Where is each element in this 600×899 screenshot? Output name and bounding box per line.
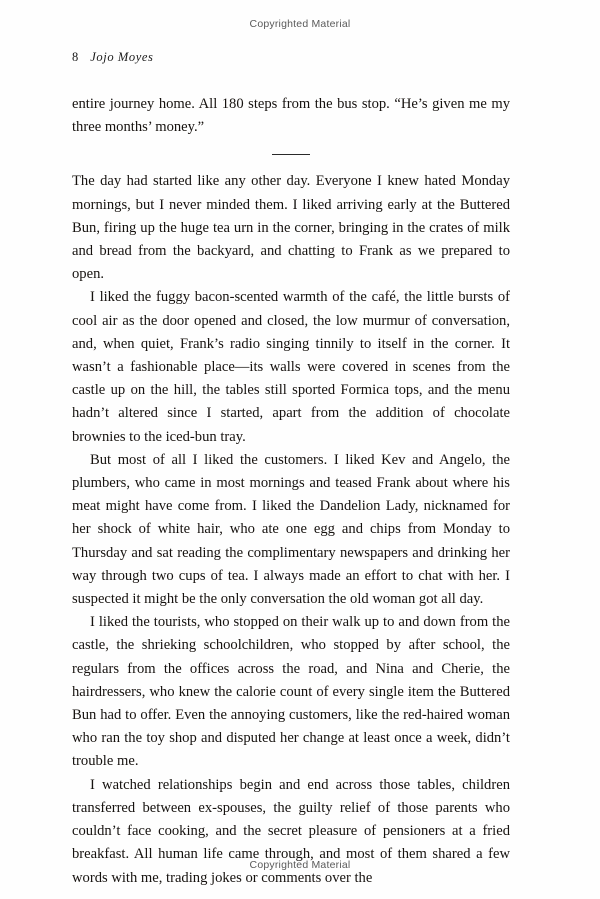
page-number: 8 <box>72 50 79 64</box>
paragraph: I liked the tourists, who stopped on their walk up to and down from the castle, the shrieking schoolchildren, who stopped by after school, the regulars from the offices across the road, and Nina and Cherie, the hairdressers, who knew the calorie count of every single item the Buttered Bun had to offer. Even the annoying customers, like the red-haired woman who ran the toy shop and disputed her change at least once a week, didn’t trouble me. <box>72 614 510 770</box>
paragraph: The day had started like any other day. Everyone I knew hated Monday mornings, but I never minded them. I liked arriving early at the Buttered Bun, firing up the huge tea urn in the corner, bringing in the crates of milk and bread from the backyard, and chatting to Frank as we prepared to open. <box>72 173 510 283</box>
paragraph: I watched relationships begin and end across those tables, children transferred between ex-spouses, the guilty relief of those parents who couldn’t face cooking, and the secret pleasure of pensioners at a fried breakfast. All human life came through, and most of them shared a few words with me, trading jokes or comments over the <box>72 776 510 886</box>
page-content <box>72 50 510 890</box>
scene-break-divider <box>72 141 510 167</box>
paragraph: But most of all I liked the customers. I liked Kev and Angelo, the plumbers, who came in most mornings and teased Frank about where his meat might have come from. I liked the Dandelion Lady, nicknamed for her shock of white hair, who ate one egg and chips from Monday to Thursday and sat reading the complimentary newspapers and drinking her way through two cups of tea. I always made an effort to chat with her. I suspected it might be the only conversation the old woman got all day. <box>72 451 510 608</box>
divider-rule <box>272 154 310 155</box>
author-running-head: Jojo Moyes <box>90 50 154 64</box>
paragraph: entire journey home. All 180 steps from the bus stop. “He’s given me my three months’ money.” <box>72 96 510 136</box>
copyright-watermark-bottom: Copyrighted Material <box>249 859 351 871</box>
paragraph: I liked the fuggy bacon-scented warmth of the café, the little bursts of cool air as the door opened and closed, the low murmur of conversation, and, when quiet, Frank’s radio singing tinnily to itself in the corner. It wasn’t a fashionable place—its walls were covered in scenes from the castle up on the hill, the tables still sported Formica tops, and the menu hadn’t altered since I started, apart from the addition of chocolate brownies to the iced-bun tray. <box>72 289 510 445</box>
copyright-watermark-top: Copyrighted Material <box>249 18 351 30</box>
running-head <box>72 50 510 65</box>
